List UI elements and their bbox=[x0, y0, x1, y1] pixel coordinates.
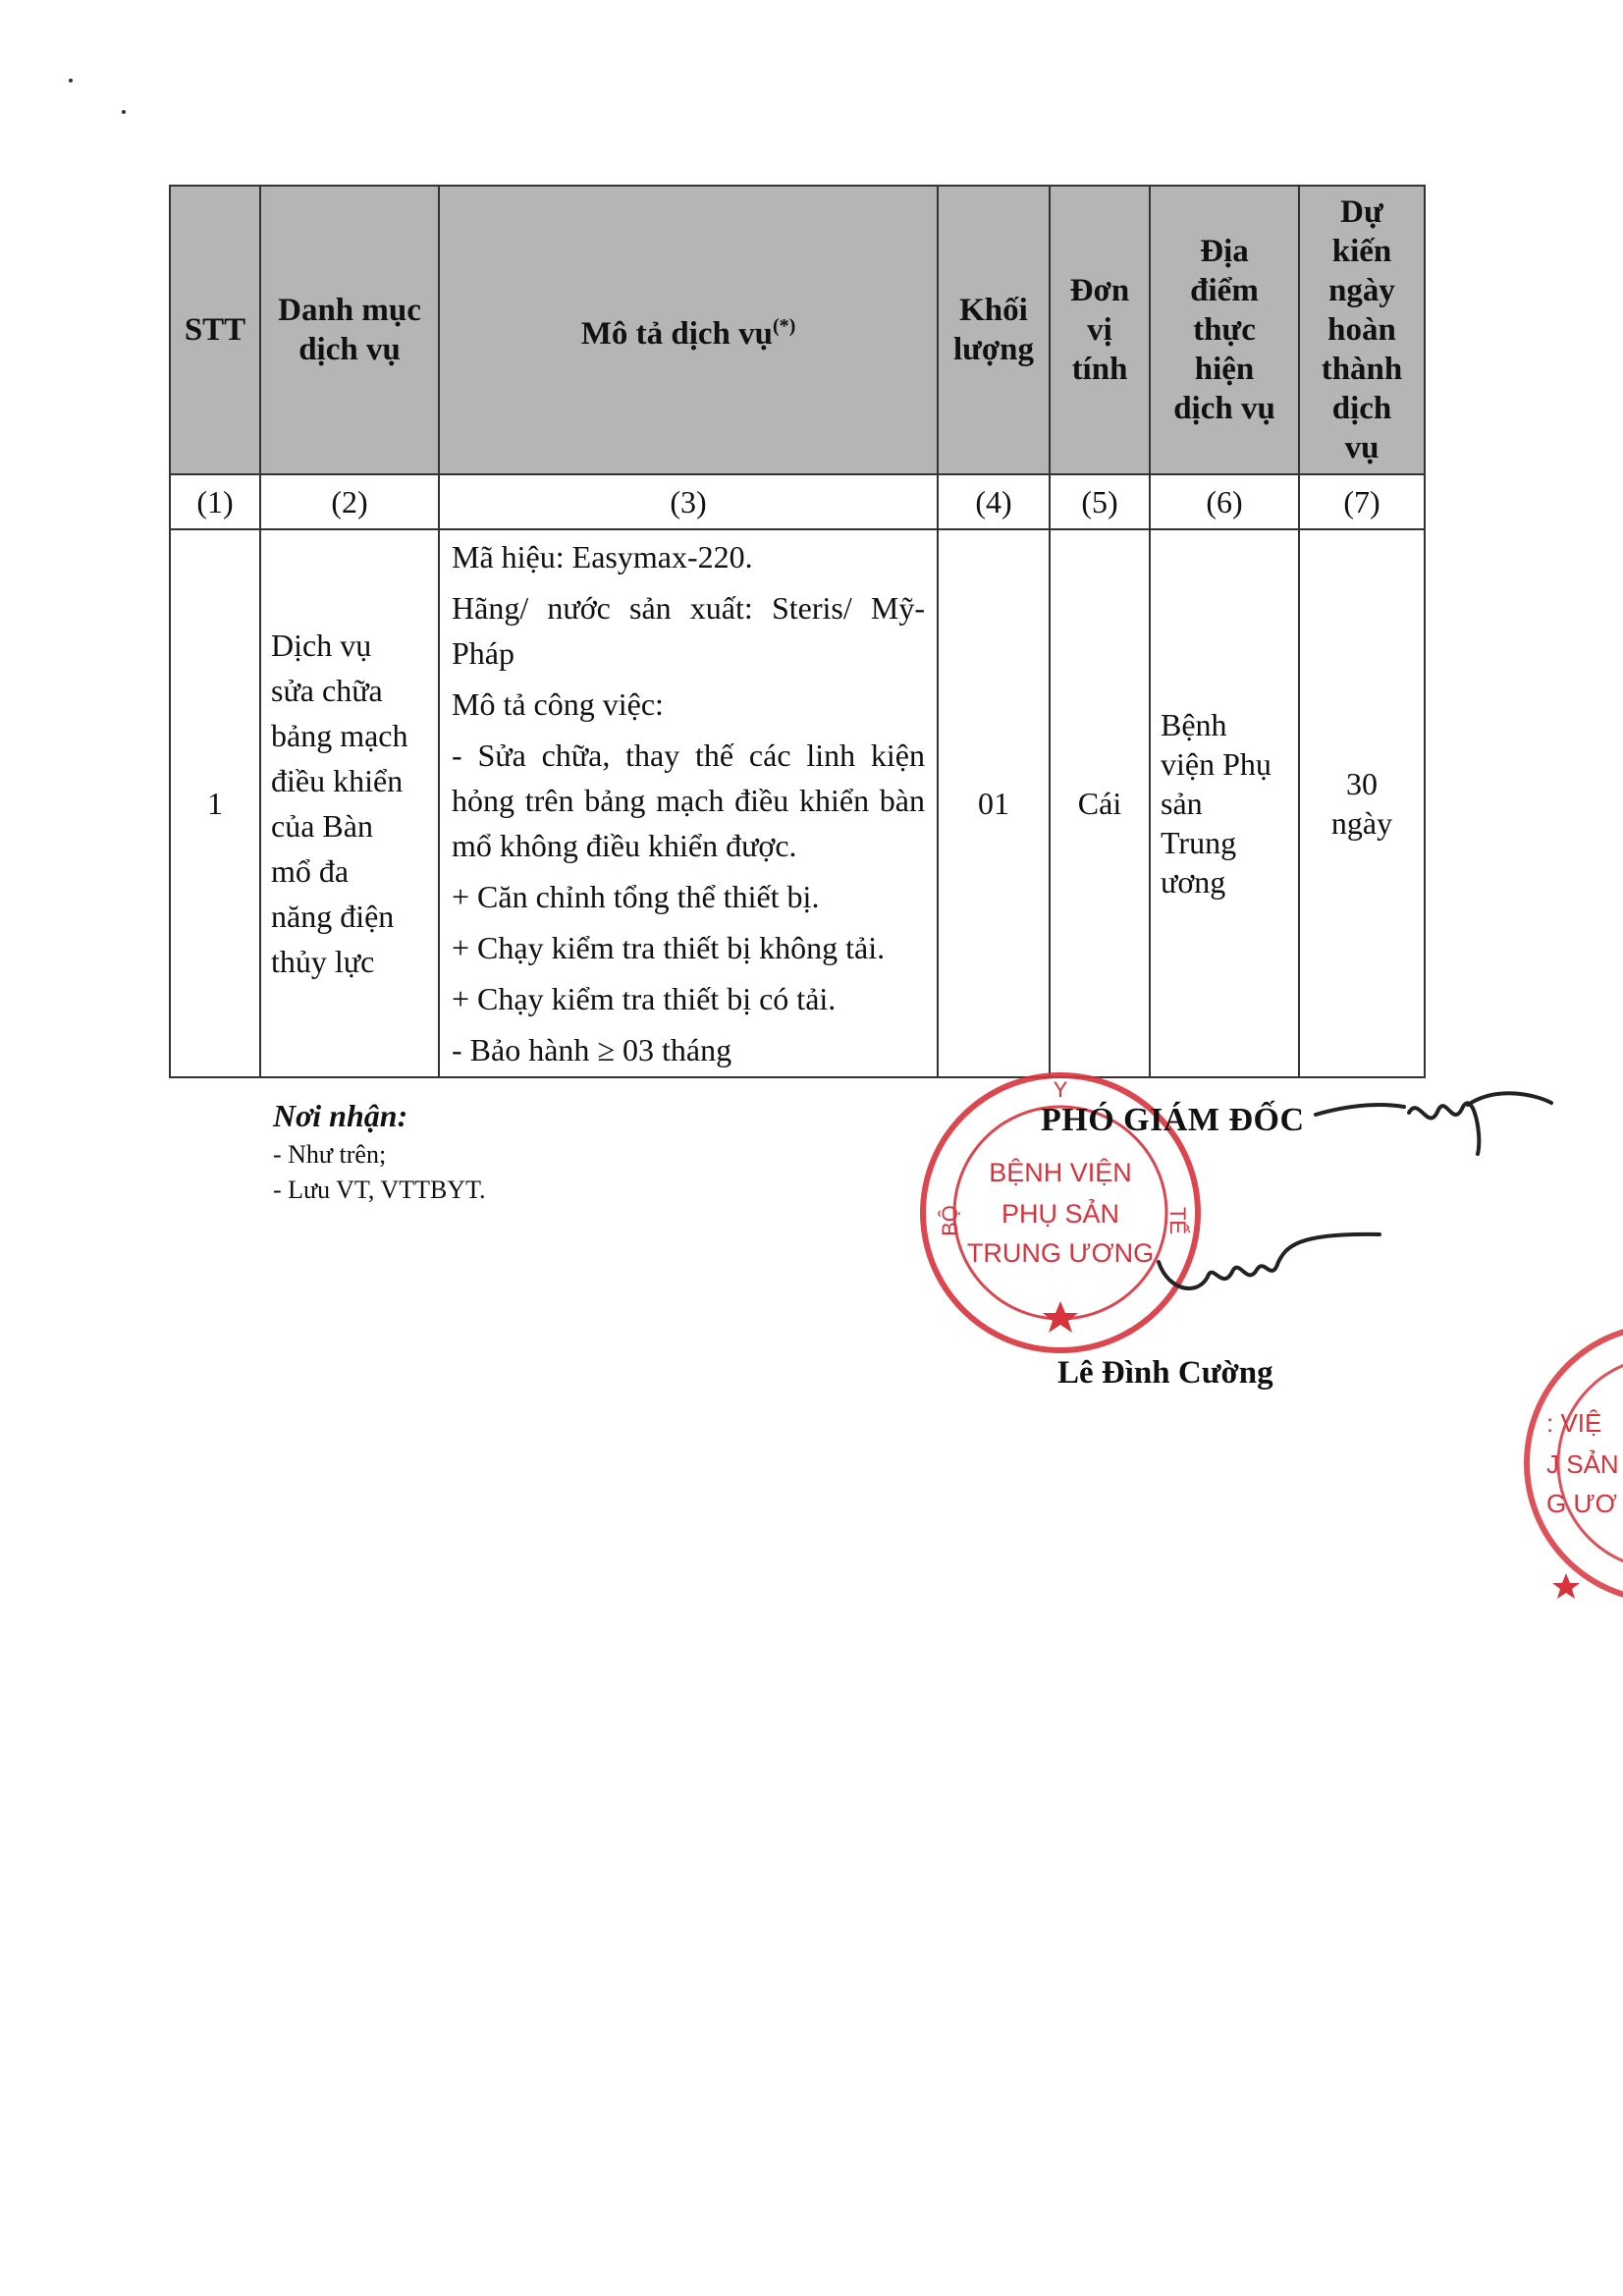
column-number: (4) bbox=[938, 474, 1050, 529]
cell-expected-days: 30 ngày bbox=[1299, 529, 1425, 1077]
table-row bbox=[170, 529, 1425, 1077]
column-number: (6) bbox=[1150, 474, 1299, 529]
svg-text:G ƯƠ: G ƯƠ bbox=[1546, 1489, 1617, 1518]
cell-description: Mã hiệu: Easymax-220. Hãng/ nước sản xuất: Steris/ Mỹ-Pháp Mô tả công việc: - Sửa chữa, thay thế các linh kiện hỏng trên bảng mạch điều khiển bàn mổ không điều khiển được. + Căn chỉnh tổng thể thiết bị. + Chạy kiểm tra thiết bị không tải. + Chạy kiểm tra thiết bị có tải. - Bảo hành ≥ 03 tháng bbox=[439, 529, 938, 1077]
column-number-row bbox=[170, 474, 1425, 529]
svg-text:Y: Y bbox=[1053, 1077, 1068, 1102]
recipients-title: Nơi nhận: bbox=[273, 1098, 408, 1133]
cell-category: Dịch vụ sửa chữa bảng mạch điều khiển của Bàn mổ đa năng điện thủy lực bbox=[260, 529, 439, 1077]
svg-text:BỘ: BỘ bbox=[938, 1205, 962, 1236]
recipient-item: - Lưu VT, VTTBYT. bbox=[273, 1175, 486, 1204]
column-number: (7) bbox=[1299, 474, 1425, 529]
header-location: Địa điểm thực hiện dịch vụ bbox=[1150, 186, 1299, 474]
handwritten-signature bbox=[1149, 1223, 1384, 1311]
header-quantity: Khối lượng bbox=[938, 186, 1050, 474]
scan-speck bbox=[69, 79, 73, 82]
scan-speck bbox=[122, 110, 126, 114]
column-number: (2) bbox=[260, 474, 439, 529]
column-number: (5) bbox=[1050, 474, 1150, 529]
cell-unit: Cái bbox=[1050, 529, 1150, 1077]
svg-text:J SẢN: J SẢN bbox=[1546, 1449, 1619, 1479]
svg-text:BỆNH VIỆN: BỆNH VIỆN bbox=[989, 1158, 1132, 1187]
column-number: (3) bbox=[439, 474, 938, 529]
svg-text:TRUNG ƯƠNG: TRUNG ƯƠNG bbox=[966, 1238, 1155, 1268]
recipients-block bbox=[273, 1098, 486, 1205]
header-expected-days: Dự kiến ngày hoàn thành dịch vụ bbox=[1299, 186, 1425, 474]
cell-location: Bệnh viện Phụ sản Trung ương bbox=[1150, 529, 1299, 1077]
initials-signature bbox=[1311, 1075, 1556, 1164]
svg-text:TẾ: TẾ bbox=[1165, 1206, 1190, 1235]
cell-quantity: 01 bbox=[938, 529, 1050, 1077]
recipient-item: - Như trên; bbox=[273, 1140, 387, 1169]
header-stt: STT bbox=[170, 186, 260, 474]
partial-stamp bbox=[1517, 1316, 1623, 1611]
svg-text:PHỤ SẢN: PHỤ SẢN bbox=[1001, 1199, 1120, 1229]
signer-name: Lê Đình Cường bbox=[1057, 1355, 1273, 1391]
column-number: (1) bbox=[170, 474, 260, 529]
service-table bbox=[169, 185, 1426, 1078]
table-header-row bbox=[170, 186, 1425, 474]
header-category: Danh mục dịch vụ bbox=[260, 186, 439, 474]
header-description: Mô tả dịch vụ(*) bbox=[439, 186, 938, 474]
header-unit: Đơn vị tính bbox=[1050, 186, 1150, 474]
signature-title: PHÓ GIÁM ĐỐC bbox=[1041, 1102, 1305, 1138]
svg-text:: VIỆ: : VIỆ bbox=[1546, 1408, 1602, 1438]
cell-stt: 1 bbox=[170, 529, 260, 1077]
